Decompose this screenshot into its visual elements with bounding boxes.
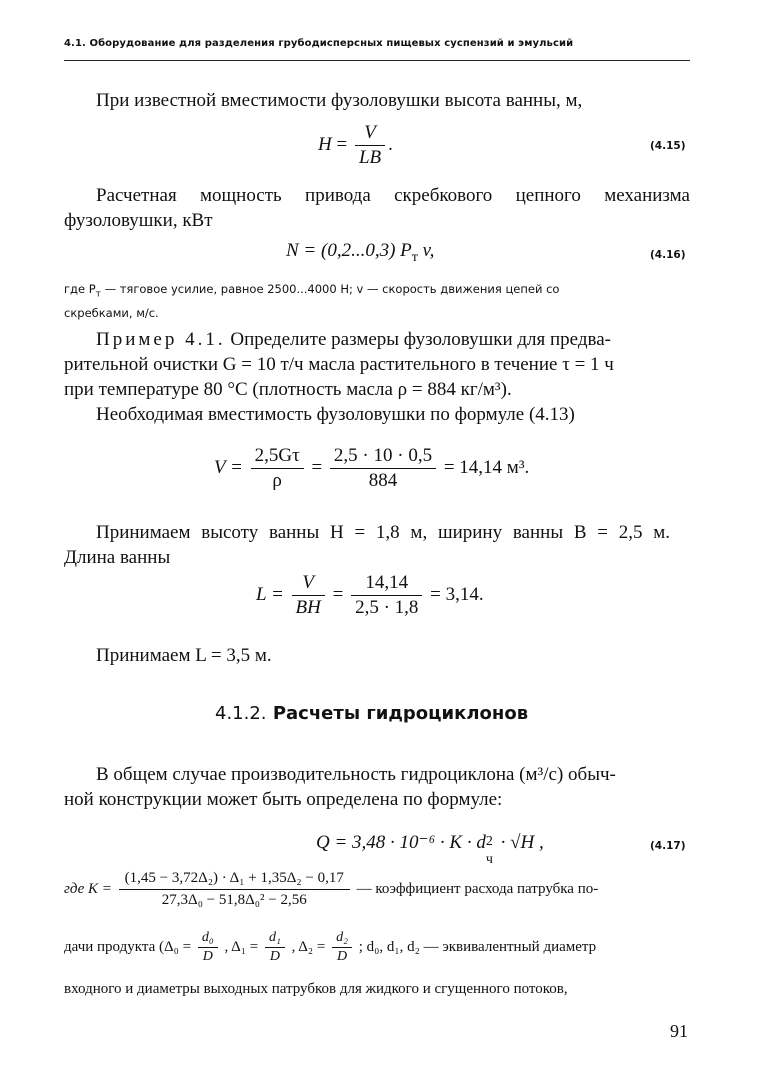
fraction-denominator: D [202,949,213,964]
paragraph-3-line-1: Принимаем высоту ванны H = 1,8 м, ширину ванны B = 2,5 м. [96,522,670,543]
formula-4-16 [286,240,434,266]
fraction [351,572,422,619]
example-line-3: при температуре 80 °С (плотность масла ρ = 884 кг/м³). [64,379,512,400]
formula-4-15: H = $\frac{V}{LB}$ . [318,122,393,168]
fraction-denominator: 27,3Δ₀ − 51,8Δ₀² − 2,56 [161,892,307,908]
equation-number-4-16: (4.16) [650,249,686,261]
fraction-denominator: D [336,949,348,964]
example-line-2: рительной очистки G = 10 т/ч масла растительного в течение τ = 1 ч [64,354,614,375]
feed-definitions [64,930,704,965]
feed-prefix: дачи продукта (Δ₀ = [64,939,192,955]
last-line: входного и диаметры выходных патрубков для жидкого и сгущенного потоков, [64,981,568,997]
paragraph-3-line-2: Длина ванны [64,547,171,568]
formula-lhs: V = [214,456,243,478]
note-text: где P [64,282,96,296]
formula-lhs: H [318,133,332,155]
fraction [251,445,304,492]
paragraph-5 [64,762,690,812]
formula-tail: v, [422,240,435,261]
fraction-numerator: d₀ [198,930,218,948]
paragraph-5-line-2: ной конструкции может быть определена по формуле: [64,789,503,810]
formula-note [64,280,690,323]
fraction [332,930,352,965]
fraction-numerator: 2,5Gτ [251,445,304,469]
example-text: Определите размеры фузоловушки для предва- [225,329,612,350]
header-rule [64,60,690,61]
formula-volume [214,445,529,492]
formula-superscript: 2 [485,834,493,849]
fraction-denominator: ρ [272,470,282,491]
fraction [330,445,436,492]
formula-body: Q = 3,48 · 10⁻⁶ · K · d [316,832,486,853]
formula-lhs: L = [256,583,284,605]
fraction-numerator: d₂ [332,930,352,948]
formula-result: = 3,14. [430,583,484,605]
equals-sign: = [332,583,344,605]
section-number: 4.1.2. [215,703,267,724]
fraction-numerator: 2,5 · 10 · 0,5 [330,445,436,469]
coefficient-suffix: — коэффициент расхода патрубка по- [356,881,599,897]
formula-tail: · √H , [495,832,544,853]
formula-subscript: т [411,249,418,265]
note-text-rest: — тяговое усилие, равное 2500...4000 Н; v — скорость движения цепей со [100,282,560,296]
fraction [355,122,385,169]
fraction-denominator: 884 [368,470,398,491]
fraction [198,930,218,965]
fraction-numerator: (1,45 − 3,72Δ₂) · Δ₁ + 1,35Δ₂ − 0,17 [119,870,350,890]
fraction-denominator: 2,5 · 1,8 [355,597,419,618]
note-subscript: т [95,289,101,300]
running-header: 4.1. Оборудование для разделения грубодисперсных пищевых суспензий и эмульсий [64,38,574,49]
fraction-denominator: BH [295,597,321,618]
example-label: Пример 4.1. [96,329,226,350]
formula-4-17 [316,831,544,867]
fraction-numerator: V [292,572,325,596]
equation-number-4-17: (4.17) [650,840,686,852]
coefficient-prefix: где K = [64,881,112,897]
formula-tail: . [388,133,393,155]
example-block [64,327,690,427]
fraction [292,572,325,619]
section-title: Расчеты гидроциклонов [272,703,529,724]
paragraph-5-line-1: В общем случае производительность гидроциклона (м³/с) обыч- [96,764,616,785]
fraction [265,930,285,965]
formula-subscript: ч [485,852,493,867]
fraction-denominator: D [269,949,280,964]
equals-sign: = [311,456,323,478]
feed-suffix: ; d₀, d₁, d₂ — эквивалентный диаметр [358,939,597,955]
paragraph-2: Расчетная мощность привода скребкового цепного механизма фузоловушки, кВт [64,185,690,231]
formula-length [256,572,484,619]
fraction-denominator: LB [358,147,382,168]
paragraph-1: При известной вместимости фузоловушки высота ванны, м, [96,90,583,111]
fraction [119,870,350,909]
section-heading [215,703,528,724]
paragraph-4: Принимаем L = 3,5 м. [96,645,272,666]
formula-result: = 14,14 м³. [443,456,530,478]
formula-body: N = (0,2...0,3) P [286,240,412,261]
paragraph-3 [64,520,690,570]
fraction-numerator: V [355,122,385,146]
fraction-numerator: d₁ [265,930,285,948]
example-line-4: Необходимая вместимость фузоловушки по формуле (4.13) [96,404,575,425]
equation-number-4-15: (4.15) [650,140,686,152]
feed-mid-1: , Δ₁ = [224,939,259,955]
fraction-numerator: 14,14 [351,572,422,596]
note-text-line2: скребками, м/с. [64,306,159,321]
feed-mid-2: , Δ₂ = [291,939,326,955]
page-number: 91 [670,1021,688,1041]
coefficient-definition [64,870,704,909]
